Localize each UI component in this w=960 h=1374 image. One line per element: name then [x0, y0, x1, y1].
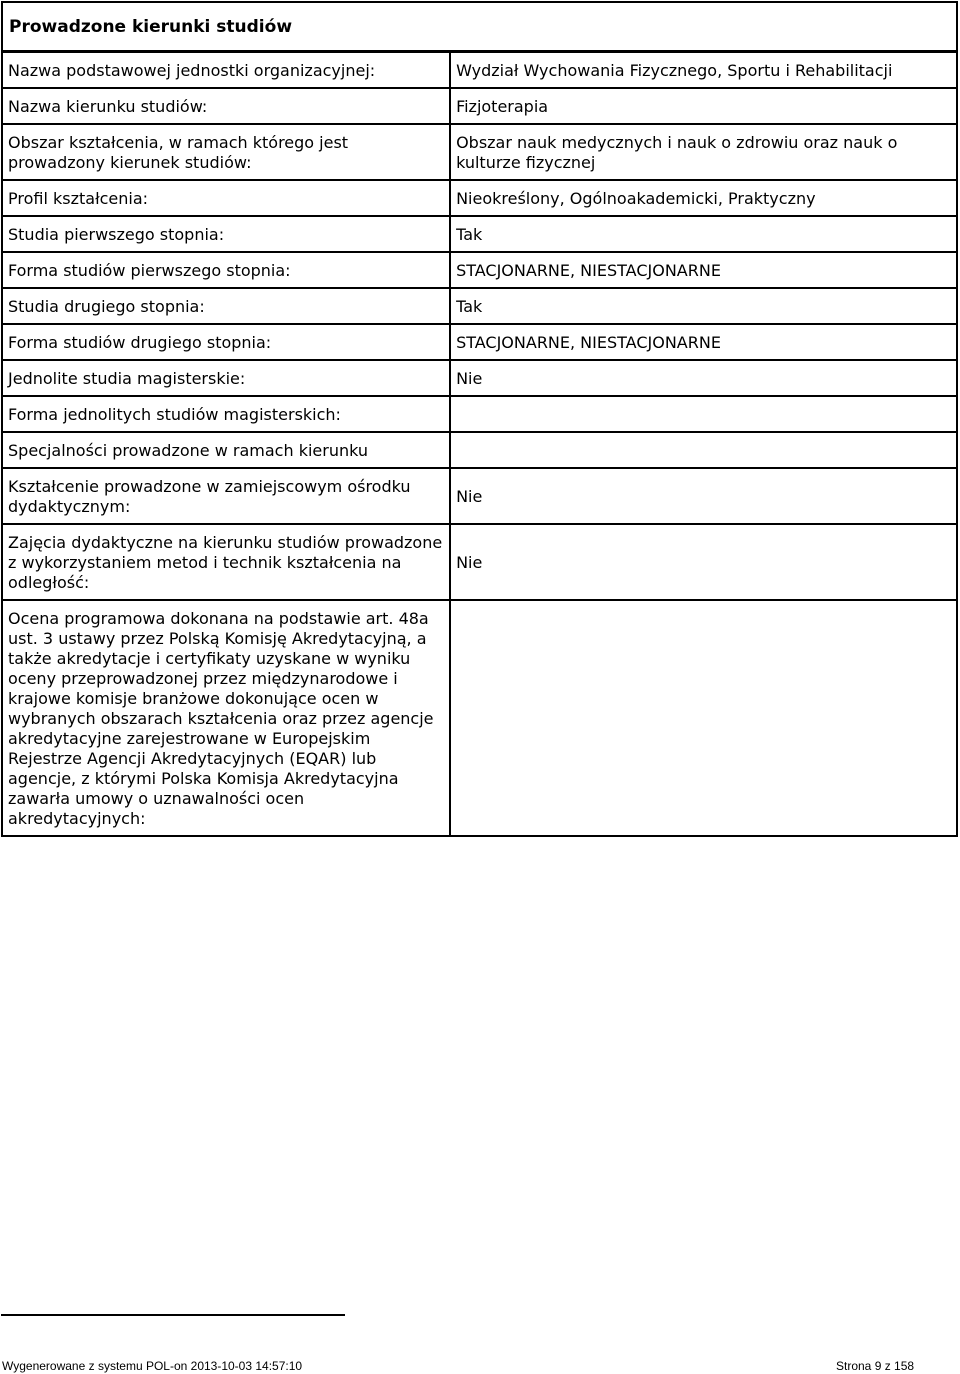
row-value: Nie [450, 524, 957, 600]
row-label: Nazwa podstawowej jednostki organizacyjnej: [2, 52, 450, 88]
table-row [2, 88, 957, 124]
row-label: Jednolite studia magisterskie: [2, 360, 450, 396]
table-row [2, 600, 957, 836]
table-row [2, 180, 957, 216]
row-value: Wydział Wychowania Fizycznego, Sportu i Rehabilitacji [450, 52, 957, 88]
table-row [2, 288, 957, 324]
table-row [2, 432, 957, 468]
row-label: Ocena programowa dokonana na podstawie art. 48a ust. 3 ustawy przez Polską Komisję Akredytacyjną, a także akredytacje i certyfikaty uzyskane w wyniku oceny przeprowadzonej przez międzynarodowe i krajowe komisje branżowe dokonujące ocen w wybranych obszarach kształcenia oraz przez agencje akredytacyjne zarejestrowane w Europejskim Rejestrze Agencji Akredytacyjnych (EQAR) lub agencje, z którymi Polska Komisja Akredytacyjna zawarła umowy o uznawalności ocen akredytacyjnych: [2, 600, 450, 836]
footnote-separator [1, 1314, 345, 1316]
table-row [2, 252, 957, 288]
row-label: Forma jednolitych studiów magisterskich: [2, 396, 450, 432]
row-value: STACJONARNE, NIESTACJONARNE [450, 324, 957, 360]
table-row [2, 396, 957, 432]
row-value [450, 600, 957, 836]
row-label: Kształcenie prowadzone w zamiejscowym ośrodku dydaktycznym: [2, 468, 450, 524]
row-label: Studia drugiego stopnia: [2, 288, 450, 324]
table-row [2, 52, 957, 88]
row-label: Profil kształcenia: [2, 180, 450, 216]
footer-page-number: Strona 9 z 158 [836, 1359, 915, 1373]
table-row [2, 360, 957, 396]
row-value: STACJONARNE, NIESTACJONARNE [450, 252, 957, 288]
row-label: Nazwa kierunku studiów: [2, 88, 450, 124]
footer-generated-text: Wygenerowane z systemu POL-on 2013-10-03 14:57:10 [2, 1359, 303, 1373]
row-label: Forma studiów pierwszego stopnia: [2, 252, 450, 288]
row-value: Nieokreślony, Ogólnoakademicki, Praktyczny [450, 180, 957, 216]
row-value [450, 432, 957, 468]
table-row [2, 216, 957, 252]
table-row [2, 468, 957, 524]
row-label: Obszar kształcenia, w ramach którego jest prowadzony kierunek studiów: [2, 124, 450, 180]
row-value: Tak [450, 216, 957, 252]
row-value: Fizjoterapia [450, 88, 957, 124]
section-title: Prowadzone kierunki studiów [1, 1, 958, 52]
table-row [2, 124, 957, 180]
table-row [2, 524, 957, 600]
row-value [450, 396, 957, 432]
row-value: Nie [450, 468, 957, 524]
row-value: Obszar nauk medycznych i nauk o zdrowiu oraz nauk o kulturze fizycznej [450, 124, 957, 180]
table-row [2, 324, 957, 360]
row-label: Zajęcia dydaktyczne na kierunku studiów prowadzone z wykorzystaniem metod i technik kształcenia na odległość: [2, 524, 450, 600]
row-label: Studia pierwszego stopnia: [2, 216, 450, 252]
row-value: Nie [450, 360, 957, 396]
row-value: Tak [450, 288, 957, 324]
row-label: Specjalności prowadzone w ramach kierunku [2, 432, 450, 468]
row-label: Forma studiów drugiego stopnia: [2, 324, 450, 360]
study-programs-table [1, 51, 958, 837]
